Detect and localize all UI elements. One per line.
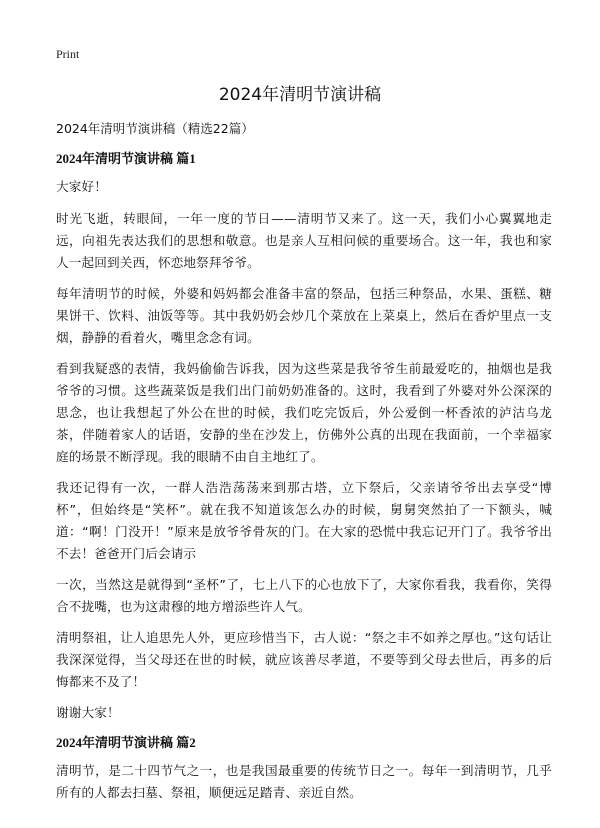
body-paragraph: 看到我疑惑的表情，我妈偷偷告诉我，因为这些菜是我爷爷生前最爱吃的，抽烟也是我爷爷的习惯。这些蔬菜饭是我们出门前奶奶准备的。这时，我看到了外婆对外公深深的思念，也让我想起了外公在世的时候，我们吃完饭后，外公爱倒一杯香浓的泸沽乌龙茶，伴随着家人的话语，安静的坐在沙发上，仿佛外公真的出现在我面前，一个幸福家庭的场景不断浮现。我的眼睛不由自主地红了。 (56, 361, 552, 464)
section-heading: 2024年清明节演讲稿 篇2 (56, 735, 196, 750)
body-paragraph: 清明节，是二十四节气之一，也是我国最重要的传统节日之一。每年一到清明节，几乎所有的人都去扫墓、祭祖，顺便远足踏青、亲近自然。 (56, 763, 552, 800)
document-subtitle: 2024年清明节演讲稿（精选22篇） (56, 121, 254, 136)
speech-section-1 (56, 150, 552, 724)
closing-paragraph: 谢谢大家！ (56, 705, 120, 720)
speech-section-2 (56, 734, 552, 804)
body-paragraph: 时光飞逝，转眼间，一年一度的节日——清明节又来了。这一天，我们小心翼翼地走远，向祖先表达我们的思想和敬意。也是亲人互相问候的重要场合。这一年，我也和家人一起回到关西，怀恋地祭拜爷爷。 (56, 211, 552, 270)
greeting-paragraph: 大家好！ (56, 179, 107, 194)
page-title: 2024年清明节演讲稿 (218, 85, 382, 105)
print-link[interactable]: Print (56, 47, 80, 61)
document-body (56, 120, 552, 813)
body-paragraph: 清明祭祖，让人追思先人外，更应珍惜当下，古人说：“祭之丰不如养之厚也。”这句话让我深深觉得，当父母还在世的时候，就应该善尽孝道，不要等到父母去世后，再多的后悔都来不及了！ (56, 630, 552, 689)
body-paragraph: 我还记得有一次，一群人浩浩荡荡来到那古塔，立下祭后，父亲请爷爷出去享受“博杯”，但始终是“笑杯”。就在我不知道该怎么办的时候，舅舅突然拍了一下额头，喊道：“啊！门没开！”原来是放爷爷骨灰的门。在大家的恐慌中我忘记开门了。我爷爷出不去！爸爸开门后会请示 (56, 480, 552, 561)
body-paragraph: 一次，当然这是就得到“圣杯”了，七上八下的心也放下了，大家你看我，我看你，笑得合不拢嘴，也为这肃穆的地方增添些许人气。 (56, 577, 552, 614)
section-heading: 2024年清明节演讲稿 篇1 (56, 151, 196, 166)
body-paragraph: 每年清明节的时候，外婆和妈妈都会准备丰富的祭品，包括三种祭品，水果、蛋糕、糖果饼干、饮料、油饭等等。其中我奶奶会炒几个菜放在上菜桌上，然后在香炉里点一支烟，静静的看着火，嘴里念念有词。 (56, 286, 552, 345)
